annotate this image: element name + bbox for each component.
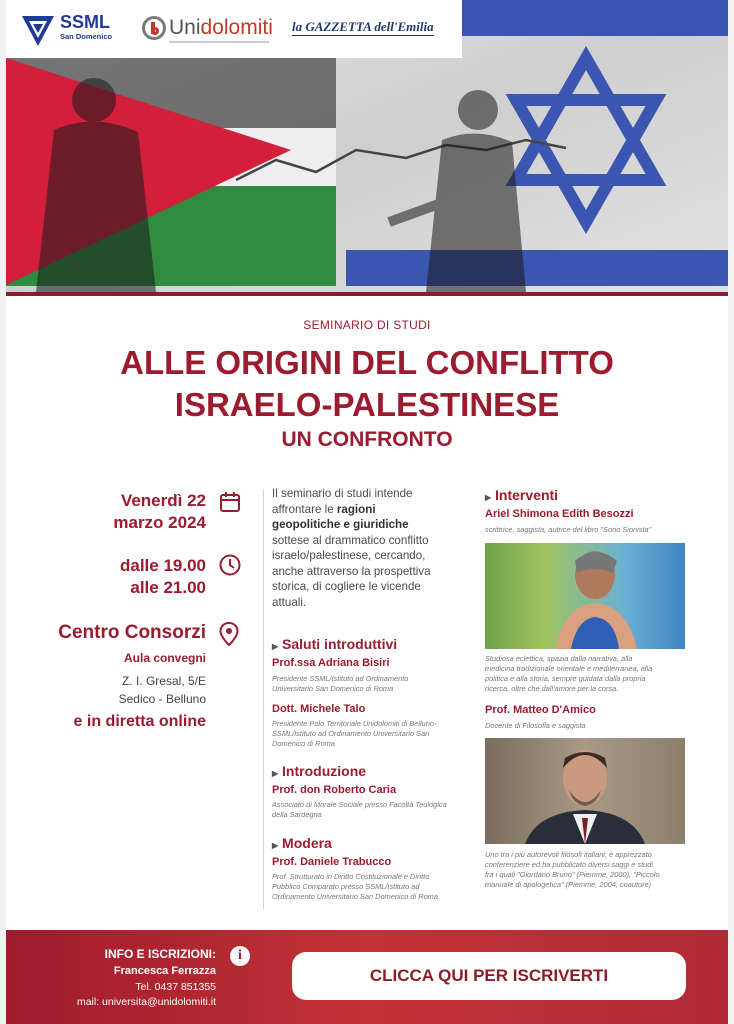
hero-divider xyxy=(6,292,728,296)
seminar-description: Il seminario di studi intende affrontare le ragioni geopolitiche e giuridiche sottese al drammatico conflitto israelo/palestinese, cercando, anche attraverso la prospettiva storica, di cogliere le vicende attuali. xyxy=(272,487,431,609)
poster xyxy=(6,0,728,1024)
info-heading: INFO E ISCRIZIONI: xyxy=(104,947,216,961)
interventi-speaker-1-role: scrittrice, saggista, autrice del libro "Sono Sionista" xyxy=(485,525,652,534)
saluti-speaker-1-role: Presidente SSML/Istituto ad Ordinamento Universitario San Domenico di Roma xyxy=(272,674,409,693)
saluti-heading: ▶ Saluti introduttivi xyxy=(272,636,398,652)
unidolomiti-logo-line xyxy=(169,41,269,43)
calendar-icon xyxy=(218,490,242,519)
saluti-speaker-1-name: Prof.ssa Adriana Bisiri xyxy=(272,657,390,669)
saluti-speaker-2-role: Presidente Polo Territoriale Unidolomiti di Belluno- SSML/Istituto ad Ordinamento Universitario San Domenico di Roma xyxy=(272,719,437,748)
column-divider xyxy=(263,489,264,909)
logo-bar xyxy=(6,0,462,58)
ssml-shield-icon xyxy=(20,12,56,48)
clock-icon xyxy=(218,553,242,582)
unidolomiti-logo-text: Unidolomiti xyxy=(169,16,273,39)
introduzione-speaker-name: Prof. don Roberto Caria xyxy=(272,784,397,796)
modera-speaker-role: Prof. Strutturato in Diritto Costituzionale e Diritto Pubblico Comparato presso SSML/Istituto ad Ordinamento Universitario San Domenico di Roma xyxy=(272,872,438,901)
info-icon: i xyxy=(230,946,250,966)
introduzione-heading: ▶ Introduzione xyxy=(272,763,367,779)
gazzetta-logo-text: la GAZZETTA dell'Emilia xyxy=(292,19,434,34)
title-subtitle: UN CONFRONTO xyxy=(281,428,453,451)
contact-phone[interactable]: Tel. 0437 851355 xyxy=(135,981,216,993)
speaker-2-photo xyxy=(485,738,685,844)
hero-image xyxy=(6,0,728,292)
event-address-2: Sedico - Belluno xyxy=(118,692,206,706)
ssml-logo-subtitle: San Domenico xyxy=(60,32,113,41)
location-pin-icon xyxy=(219,622,239,651)
interventi-speaker-1-bio: Studiosa eclettica, spazia dalla narrativa, alla medicina tradizionale orientale e mediterranea, alla politica e alla storia, sempre guidata dalla propria ricerca, oltre che dall'amore per la corsa. xyxy=(485,654,653,693)
event-address-1: Z. I. Gresal, 5/E xyxy=(121,674,206,688)
unidolomiti-logo-icon xyxy=(142,16,166,40)
title-line-1: ALLE ORIGINI DEL CONFLITTO xyxy=(120,344,614,381)
event-venue: Centro Consorzi xyxy=(58,622,206,643)
seminar-kicker: SEMINARIO DI STUDI xyxy=(303,318,431,332)
saluti-speaker-2-name: Dott. Michele Talo xyxy=(272,703,366,715)
event-room: Aula convegni xyxy=(123,651,206,665)
interventi-heading: ▶ Interventi xyxy=(485,487,559,503)
interventi-speaker-1-name: Ariel Shimona Edith Besozzi xyxy=(485,508,634,520)
speaker-1-photo xyxy=(485,543,685,649)
event-time: dalle 19.00 alle 21.00 xyxy=(119,556,206,597)
interventi-speaker-2-role: Docente di Filosofia e saggista xyxy=(485,721,586,730)
event-date: Venerdì 22 marzo 2024 xyxy=(113,491,206,532)
title-line-2: ISRAELO-PALESTINESE xyxy=(174,386,560,423)
modera-speaker-name: Prof. Daniele Trabucco xyxy=(272,856,392,868)
interventi-speaker-2-bio: Uno tra i più autorevoli filosofi italiani, è apprezzato conferenziere ed ha pubblicato diversi saggi e studi fra i quali "Giordano Bruno" (Piemme, 2000), "Piccolo manuale di apologetica" (Piemme, 2004, coautore) xyxy=(485,850,660,889)
contact-name: Francesca Ferrazza xyxy=(113,965,216,977)
register-button[interactable]: CLICCA QUI PER ISCRIVERTI xyxy=(292,952,686,1000)
ssml-logo-text: SSML xyxy=(60,12,111,32)
modera-heading: ▶ Modera xyxy=(272,835,332,851)
event-online: e in diretta online xyxy=(73,713,206,730)
introduzione-speaker-role: Associato di Morale Sociale presso Facoltà Teologica della Sardegna xyxy=(272,800,447,819)
contact-email[interactable]: mail: universita@unidolomiti.it xyxy=(76,996,216,1008)
interventi-speaker-2-name: Prof. Matteo D'Amico xyxy=(485,704,596,716)
